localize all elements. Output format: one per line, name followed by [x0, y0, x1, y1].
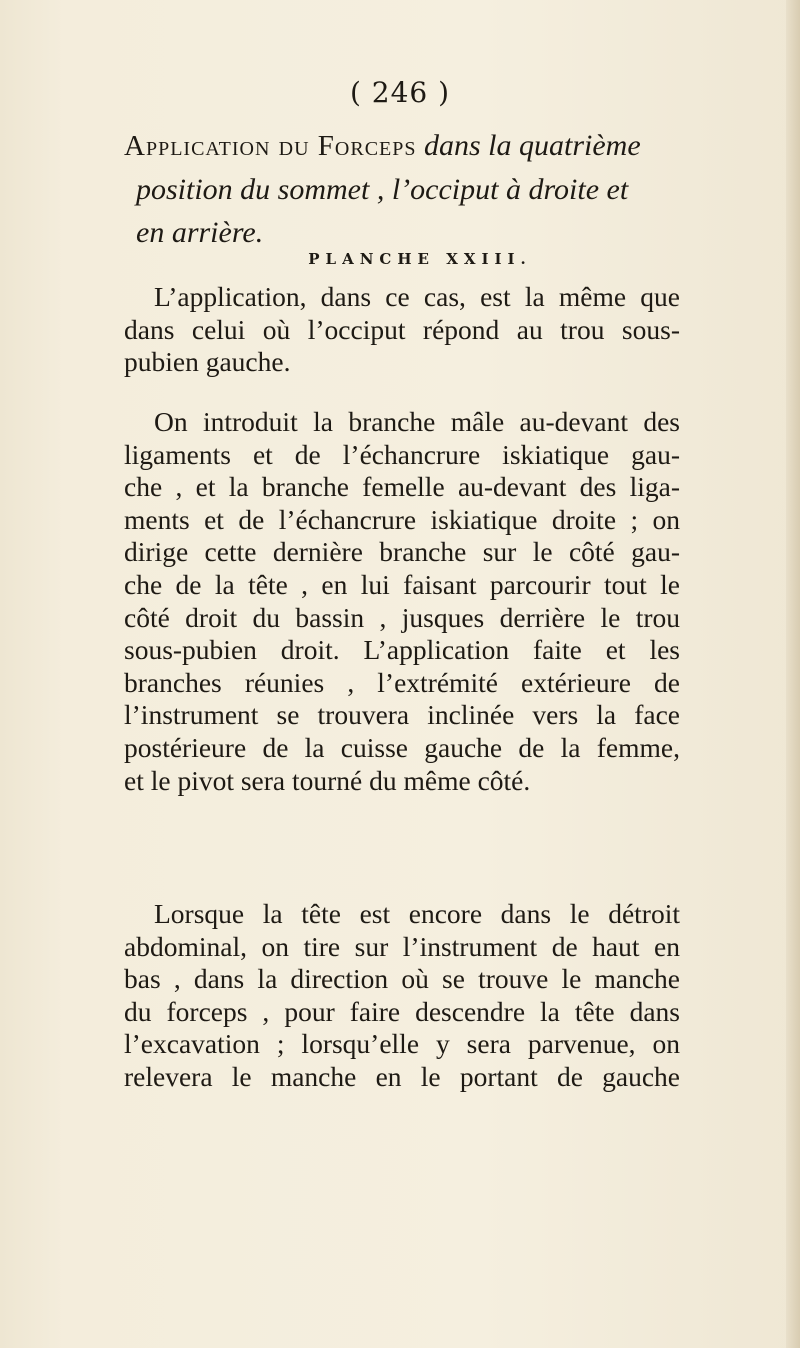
text-line: Lorsque la tête est encore dans le détroit [154, 898, 680, 929]
text-line: postérieure de la cuisse gauche de la femme, [124, 731, 680, 763]
title-line-3: en arrière. [136, 216, 264, 249]
title-line-2: position du sommet , l’occiput à droite et [136, 173, 629, 206]
text-line: L’application, dans ce cas, est la même que [154, 281, 680, 312]
page-number: ( 246 ) [349, 76, 451, 109]
text-line: ligaments et de l’échancrure iskiatique gau- [124, 438, 680, 470]
page-edge [786, 0, 800, 1348]
paragraph-1 [124, 281, 680, 379]
text-line: dirige cette dernière branche sur le côté gau- [124, 536, 680, 568]
text-line: sous-pubien droit. L’application faite et les [124, 634, 680, 666]
text-line: branches réunies , l’extrémité extérieure de [124, 666, 680, 698]
text-line: che , et la branche femelle au-devant des liga- [124, 471, 680, 503]
text-line: abdominal, on tire sur l’instrument de haut en [124, 930, 680, 962]
text-line: l’excavation ; lorsqu’elle y sera parvenue, on [124, 1028, 680, 1060]
text-line: l’instrument se trouvera inclinée vers la face [124, 699, 680, 731]
text-line: pubien gauche. [124, 346, 291, 378]
paragraph-2 [124, 406, 680, 797]
text-line: relevera le manche en le portant de gauche [124, 1060, 680, 1092]
text-line: On introduit la branche mâle au-devant des [154, 406, 680, 437]
section-title [124, 124, 684, 254]
plate-heading: PLANCHE XXIII. [308, 250, 532, 268]
text-line: dans celui où l’occiput répond au trou sous- [124, 313, 680, 345]
text-line: che de la tête , en lui faisant parcourir tout le [124, 568, 680, 600]
text-line: bas , dans la direction où se trouve le manche [124, 963, 680, 995]
text-line: et le pivot sera tourné du même côté. [124, 764, 531, 796]
text-line: côté droit du bassin , jusques derrière le trou [124, 601, 680, 633]
paragraph-3 [124, 898, 680, 1094]
text-line: ments et de l’échancrure iskiatique droite ; on [124, 503, 680, 535]
text-line: du forceps , pour faire descendre la tête dans [124, 995, 680, 1027]
title-italic-1: dans la quatrième [424, 129, 641, 162]
title-small-caps: Application du Forceps [124, 130, 417, 162]
